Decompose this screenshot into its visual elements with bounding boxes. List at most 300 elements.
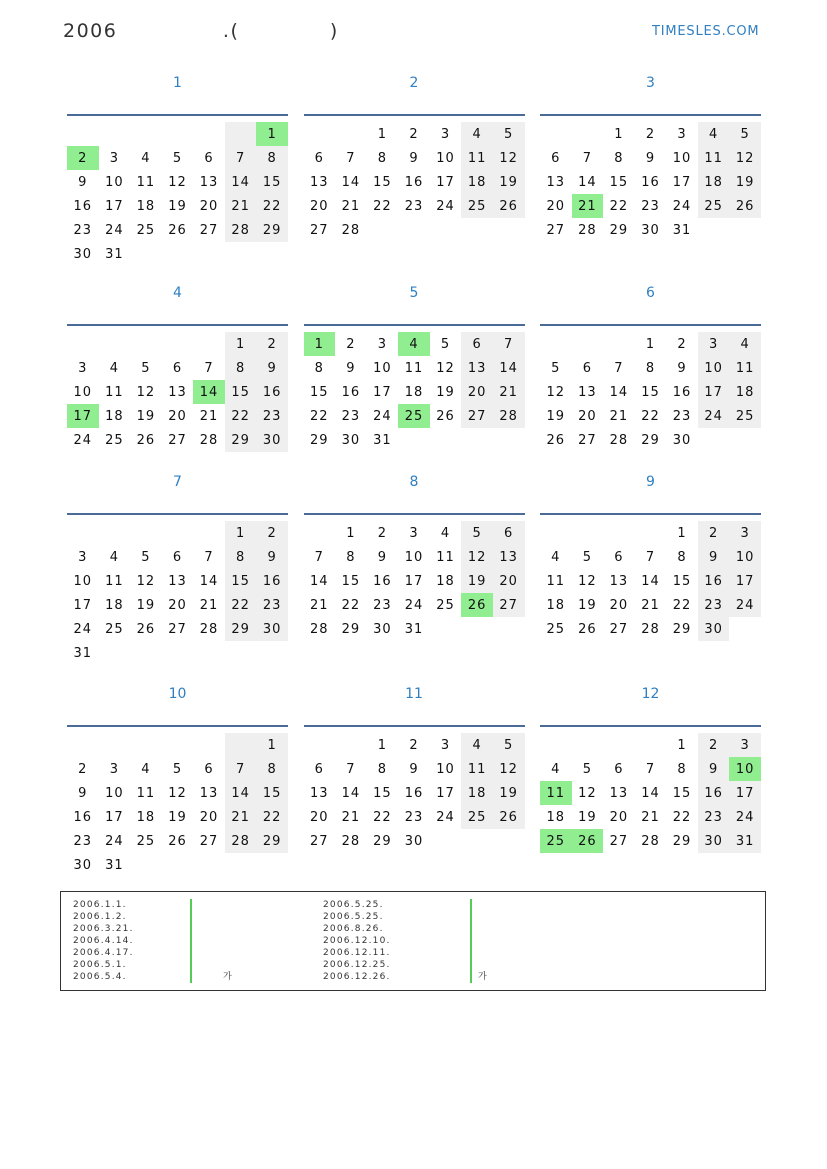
day-cell: 4 xyxy=(141,150,151,166)
day-cell: 18 xyxy=(698,170,730,194)
day-cell: 6 xyxy=(172,360,183,376)
legend-item: 2006.4.14. xyxy=(73,935,353,947)
week-row xyxy=(304,829,525,853)
month-6 xyxy=(540,280,761,469)
day-cell: 6 xyxy=(314,150,324,166)
week-row xyxy=(67,356,288,380)
day-cell: 7 xyxy=(582,150,592,166)
week-row xyxy=(67,242,288,266)
day-cell: 9 xyxy=(78,174,88,190)
month-11 xyxy=(304,681,525,891)
empty-day-cell xyxy=(540,521,572,545)
week-row xyxy=(304,146,525,170)
day-cell: 16 xyxy=(404,785,424,801)
day-cell: 17 xyxy=(67,404,99,428)
empty-day-cell xyxy=(193,641,225,665)
empty-day-cell xyxy=(162,242,194,266)
day-cell: 3 xyxy=(78,549,88,565)
week-row xyxy=(304,380,525,404)
day-cell: 31 xyxy=(73,645,93,661)
calendar-row-q1 xyxy=(67,70,761,280)
week-row xyxy=(67,146,288,170)
month-4 xyxy=(67,280,288,469)
day-cell: 4 xyxy=(551,549,561,565)
legend-item: 2006.12.26. 가 xyxy=(323,972,488,982)
day-cell: 16 xyxy=(341,384,361,400)
day-cell: 21 xyxy=(641,809,660,825)
day-cell: 31 xyxy=(373,432,392,448)
empty-day-cell xyxy=(572,521,604,545)
day-cell: 12 xyxy=(136,384,156,400)
day-cell: 31 xyxy=(105,246,124,262)
week-row xyxy=(67,733,288,757)
day-cell: 11 xyxy=(105,573,124,589)
day-cell: 7 xyxy=(204,549,214,565)
empty-day-cell xyxy=(635,521,667,545)
empty-day-cell xyxy=(99,521,131,545)
empty-day-cell xyxy=(572,332,604,356)
week-row xyxy=(67,569,288,593)
day-cell: 4 xyxy=(729,332,761,356)
day-cell: 30 xyxy=(373,621,392,637)
day-cell: 5 xyxy=(551,360,561,376)
week-row xyxy=(304,545,525,569)
day-cell: 9 xyxy=(377,549,388,565)
week-row xyxy=(540,617,761,641)
day-table xyxy=(304,332,525,452)
day-cell: 18 xyxy=(729,380,761,404)
empty-day-cell xyxy=(335,733,367,757)
empty-day-cell xyxy=(162,122,194,146)
day-cell: 5 xyxy=(493,122,525,146)
day-cell: 23 xyxy=(404,198,424,214)
day-cell: 22 xyxy=(310,408,329,424)
day-cell: 1 xyxy=(677,737,687,753)
day-cell: 22 xyxy=(256,805,288,829)
day-cell: 1 xyxy=(225,332,257,356)
day-cell: 3 xyxy=(677,126,687,142)
day-cell: 17 xyxy=(105,198,124,214)
legend-item: 2006.1.1. xyxy=(73,899,353,911)
day-cell: 31 xyxy=(672,222,692,238)
day-cell: 4 xyxy=(461,733,493,757)
empty-day-cell xyxy=(304,122,336,146)
day-cell: 13 xyxy=(493,545,525,569)
calendar-row-q4 xyxy=(67,681,761,891)
day-cell: 5 xyxy=(582,761,592,777)
empty-day-cell xyxy=(130,521,162,545)
day-cell: 13 xyxy=(578,384,597,400)
day-cell: 24 xyxy=(105,222,124,238)
day-table xyxy=(304,122,525,242)
day-cell: 25 xyxy=(461,805,493,829)
day-cell: 6 xyxy=(582,360,592,376)
day-cell: 12 xyxy=(546,384,566,400)
week-row xyxy=(540,218,761,242)
day-cell: 8 xyxy=(645,360,656,376)
week-row xyxy=(67,781,288,805)
day-cell: 9 xyxy=(256,356,288,380)
week-row xyxy=(540,829,761,853)
day-cell: 25 xyxy=(105,432,124,448)
empty-day-cell xyxy=(572,122,604,146)
legend-item: 2006.5.1. xyxy=(73,959,353,971)
day-cell: 5 xyxy=(440,336,451,352)
day-cell: 7 xyxy=(346,761,356,777)
day-cell: 29 xyxy=(225,617,257,641)
week-row xyxy=(67,380,288,404)
legend-item: 2006.1.2. xyxy=(73,911,353,923)
day-cell: 14 xyxy=(225,170,257,194)
day-cell: 27 xyxy=(310,833,329,849)
holiday-legend xyxy=(60,891,766,991)
day-table xyxy=(67,733,288,877)
day-cell: 8 xyxy=(377,761,388,777)
day-cell: 8 xyxy=(225,356,257,380)
day-cell: 1 xyxy=(377,126,388,142)
day-cell: 9 xyxy=(256,545,288,569)
week-row xyxy=(304,617,525,641)
day-cell: 26 xyxy=(136,432,156,448)
day-cell: 8 xyxy=(377,150,388,166)
day-cell: 26 xyxy=(578,621,597,637)
week-row xyxy=(67,757,288,781)
day-cell: 20 xyxy=(310,809,329,825)
day-cell: 2 xyxy=(698,733,730,757)
day-cell: 14 xyxy=(341,785,361,801)
empty-day-cell xyxy=(193,242,225,266)
day-cell: 16 xyxy=(256,569,288,593)
day-cell: 6 xyxy=(204,761,214,777)
week-row xyxy=(67,404,288,428)
day-cell: 30 xyxy=(641,222,660,238)
day-cell: 1 xyxy=(225,521,257,545)
empty-day-cell xyxy=(304,733,336,757)
day-cell: 30 xyxy=(672,432,692,448)
empty-day-cell xyxy=(67,122,99,146)
day-cell: 19 xyxy=(578,597,597,613)
day-cell: 20 xyxy=(310,198,329,214)
day-cell: 3 xyxy=(440,126,451,142)
day-cell: 19 xyxy=(168,809,187,825)
day-cell: 24 xyxy=(73,621,93,637)
day-cell: 15 xyxy=(310,384,329,400)
day-cell: 10 xyxy=(729,757,761,781)
day-cell: 5 xyxy=(172,150,183,166)
day-cell: 13 xyxy=(168,573,187,589)
day-cell: 23 xyxy=(73,222,93,238)
brand-logo-text[interactable]: TIMESLES.COM xyxy=(652,24,760,39)
day-cell: 27 xyxy=(493,593,525,617)
day-cell: 9 xyxy=(698,757,730,781)
day-cell: 4 xyxy=(109,549,119,565)
empty-day-cell xyxy=(225,853,257,877)
day-cell: 21 xyxy=(310,597,329,613)
day-cell: 21 xyxy=(641,597,660,613)
day-table xyxy=(67,332,288,452)
week-row xyxy=(540,593,761,617)
day-cell: 12 xyxy=(578,785,597,801)
week-row xyxy=(304,593,525,617)
day-cell: 22 xyxy=(256,194,288,218)
day-cell: 1 xyxy=(346,525,356,541)
day-cell: 2 xyxy=(346,336,356,352)
day-cell: 9 xyxy=(409,761,419,777)
day-cell: 11 xyxy=(105,384,124,400)
day-cell: 29 xyxy=(225,428,257,452)
day-cell: 24 xyxy=(436,198,455,214)
day-cell: 18 xyxy=(105,408,124,424)
month-8 xyxy=(304,469,525,681)
day-cell: 3 xyxy=(440,737,451,753)
empty-day-cell xyxy=(225,122,257,146)
day-cell: 28 xyxy=(310,621,329,637)
day-cell: 24 xyxy=(672,198,692,214)
day-cell: 15 xyxy=(373,785,392,801)
week-row xyxy=(304,521,525,545)
day-cell: 1 xyxy=(256,733,288,757)
empty-day-cell xyxy=(304,521,336,545)
day-cell: 31 xyxy=(105,857,124,873)
day-cell: 26 xyxy=(572,829,604,853)
day-cell: 14 xyxy=(609,384,629,400)
day-cell: 17 xyxy=(436,174,455,190)
day-cell: 5 xyxy=(729,122,761,146)
month-2 xyxy=(304,70,525,280)
day-cell: 23 xyxy=(373,597,392,613)
day-cell: 14 xyxy=(310,573,329,589)
week-row xyxy=(67,617,288,641)
day-table xyxy=(540,122,761,242)
empty-day-cell xyxy=(67,332,99,356)
day-cell: 19 xyxy=(461,569,493,593)
day-cell: 5 xyxy=(493,733,525,757)
month-9 xyxy=(540,469,761,681)
empty-day-cell xyxy=(493,428,525,452)
legend-item: 2006.5.25. xyxy=(323,911,723,923)
week-row xyxy=(304,170,525,194)
empty-day-cell xyxy=(635,733,667,757)
empty-day-cell xyxy=(193,853,225,877)
day-cell: 27 xyxy=(546,222,566,238)
empty-day-cell xyxy=(540,733,572,757)
day-cell: 26 xyxy=(168,222,187,238)
day-table xyxy=(304,733,525,853)
day-cell: 10 xyxy=(373,360,392,376)
day-cell: 7 xyxy=(225,146,257,170)
week-row xyxy=(304,569,525,593)
day-cell: 3 xyxy=(377,336,388,352)
day-cell: 11 xyxy=(698,146,730,170)
day-cell: 11 xyxy=(436,549,455,565)
day-cell: 27 xyxy=(168,432,187,448)
day-cell: 18 xyxy=(105,597,124,613)
day-cell: 25 xyxy=(105,621,124,637)
day-cell: 27 xyxy=(199,222,219,238)
day-cell: 13 xyxy=(199,785,219,801)
empty-day-cell xyxy=(162,641,194,665)
day-cell: 1 xyxy=(256,122,288,146)
day-cell: 20 xyxy=(493,569,525,593)
day-cell: 4 xyxy=(440,525,451,541)
day-cell: 13 xyxy=(168,384,187,400)
week-row xyxy=(67,641,288,665)
day-cell: 19 xyxy=(436,384,455,400)
month-7 xyxy=(67,469,288,681)
day-cell: 28 xyxy=(641,833,660,849)
day-cell: 22 xyxy=(641,408,660,424)
day-cell: 21 xyxy=(493,380,525,404)
week-row xyxy=(540,404,761,428)
empty-day-cell xyxy=(193,332,225,356)
day-cell: 1 xyxy=(645,336,656,352)
day-cell: 24 xyxy=(105,833,124,849)
day-cell: 23 xyxy=(256,404,288,428)
day-cell: 17 xyxy=(729,781,761,805)
day-cell: 12 xyxy=(436,360,455,376)
legend-column-left xyxy=(73,899,353,983)
day-cell: 28 xyxy=(199,432,219,448)
legend-column-right xyxy=(323,899,723,983)
day-cell: 17 xyxy=(404,573,424,589)
day-cell: 15 xyxy=(672,785,692,801)
day-cell: 20 xyxy=(609,597,629,613)
day-cell: 18 xyxy=(461,781,493,805)
day-cell: 16 xyxy=(404,174,424,190)
day-cell: 13 xyxy=(310,174,329,190)
day-cell: 9 xyxy=(409,150,419,166)
day-cell: 21 xyxy=(199,597,219,613)
day-cell: 3 xyxy=(409,525,419,541)
day-cell: 29 xyxy=(256,829,288,853)
day-cell: 10 xyxy=(73,384,93,400)
day-cell: 24 xyxy=(373,408,392,424)
week-row xyxy=(540,805,761,829)
day-cell: 26 xyxy=(461,593,493,617)
day-cell: 8 xyxy=(256,146,288,170)
empty-day-cell xyxy=(729,218,761,242)
empty-day-cell xyxy=(130,122,162,146)
empty-day-cell xyxy=(603,733,635,757)
day-cell: 21 xyxy=(341,198,361,214)
day-cell: 31 xyxy=(404,621,424,637)
day-cell: 20 xyxy=(168,597,187,613)
day-cell: 17 xyxy=(436,785,455,801)
day-cell: 20 xyxy=(609,809,629,825)
day-cell: 10 xyxy=(672,150,692,166)
day-cell: 6 xyxy=(204,150,214,166)
day-cell: 14 xyxy=(193,380,225,404)
day-cell: 2 xyxy=(677,336,687,352)
day-cell: 21 xyxy=(341,809,361,825)
day-cell: 10 xyxy=(436,150,455,166)
empty-day-cell xyxy=(162,733,194,757)
month-title: 8 xyxy=(409,474,419,490)
empty-day-cell xyxy=(398,428,430,452)
empty-day-cell xyxy=(461,617,493,641)
day-cell: 9 xyxy=(645,150,656,166)
month-title: 10 xyxy=(168,686,187,702)
day-cell: 12 xyxy=(493,757,525,781)
month-1 xyxy=(67,70,288,280)
legend-item: 2006.5.25. xyxy=(323,899,723,911)
week-row xyxy=(540,194,761,218)
day-cell: 20 xyxy=(578,408,597,424)
day-cell: 22 xyxy=(373,198,392,214)
day-cell: 21 xyxy=(199,408,219,424)
month-title: 6 xyxy=(646,285,655,301)
day-cell: 27 xyxy=(461,404,493,428)
week-row xyxy=(304,332,525,356)
day-cell: 11 xyxy=(540,781,572,805)
year-calendar-grid xyxy=(67,70,761,891)
day-cell: 10 xyxy=(404,549,424,565)
day-table xyxy=(304,521,525,641)
week-row xyxy=(67,122,288,146)
day-cell: 4 xyxy=(109,360,119,376)
day-cell: 22 xyxy=(225,593,257,617)
day-cell: 3 xyxy=(109,150,119,166)
day-cell: 10 xyxy=(436,761,455,777)
day-cell: 27 xyxy=(578,432,597,448)
week-row xyxy=(304,194,525,218)
month-title: 1 xyxy=(173,75,182,91)
day-cell: 11 xyxy=(136,785,156,801)
day-cell: 11 xyxy=(729,356,761,380)
week-row xyxy=(540,569,761,593)
day-cell: 27 xyxy=(168,621,187,637)
day-cell: 28 xyxy=(609,432,629,448)
day-cell: 9 xyxy=(677,360,687,376)
day-cell: 6 xyxy=(493,521,525,545)
empty-day-cell xyxy=(162,332,194,356)
day-cell: 15 xyxy=(672,573,692,589)
day-cell: 5 xyxy=(461,521,493,545)
day-cell: 2 xyxy=(67,146,99,170)
day-cell: 10 xyxy=(729,545,761,569)
day-cell: 6 xyxy=(614,549,624,565)
day-cell: 3 xyxy=(109,761,119,777)
day-cell: 30 xyxy=(341,432,361,448)
day-cell: 21 xyxy=(572,194,604,218)
week-row xyxy=(540,757,761,781)
day-cell: 22 xyxy=(225,404,257,428)
day-cell: 10 xyxy=(73,573,93,589)
week-row xyxy=(67,805,288,829)
day-cell: 25 xyxy=(540,829,572,853)
day-cell: 11 xyxy=(404,360,424,376)
day-cell: 2 xyxy=(409,126,419,142)
day-cell: 25 xyxy=(698,194,730,218)
empty-day-cell xyxy=(430,218,462,242)
day-cell: 4 xyxy=(698,122,730,146)
day-cell: 21 xyxy=(609,408,629,424)
month-title: 9 xyxy=(646,474,655,490)
legend-item: 2006.8.26. xyxy=(323,923,723,935)
day-cell: 22 xyxy=(609,198,629,214)
empty-day-cell xyxy=(461,428,493,452)
calendar-row-q3 xyxy=(67,469,761,681)
day-cell: 12 xyxy=(136,573,156,589)
empty-day-cell xyxy=(193,521,225,545)
day-cell: 27 xyxy=(310,222,329,238)
day-cell: 23 xyxy=(256,593,288,617)
day-cell: 20 xyxy=(168,408,187,424)
day-cell: 1 xyxy=(304,332,336,356)
day-cell: 18 xyxy=(546,809,566,825)
week-row xyxy=(304,218,525,242)
day-cell: 24 xyxy=(73,432,93,448)
